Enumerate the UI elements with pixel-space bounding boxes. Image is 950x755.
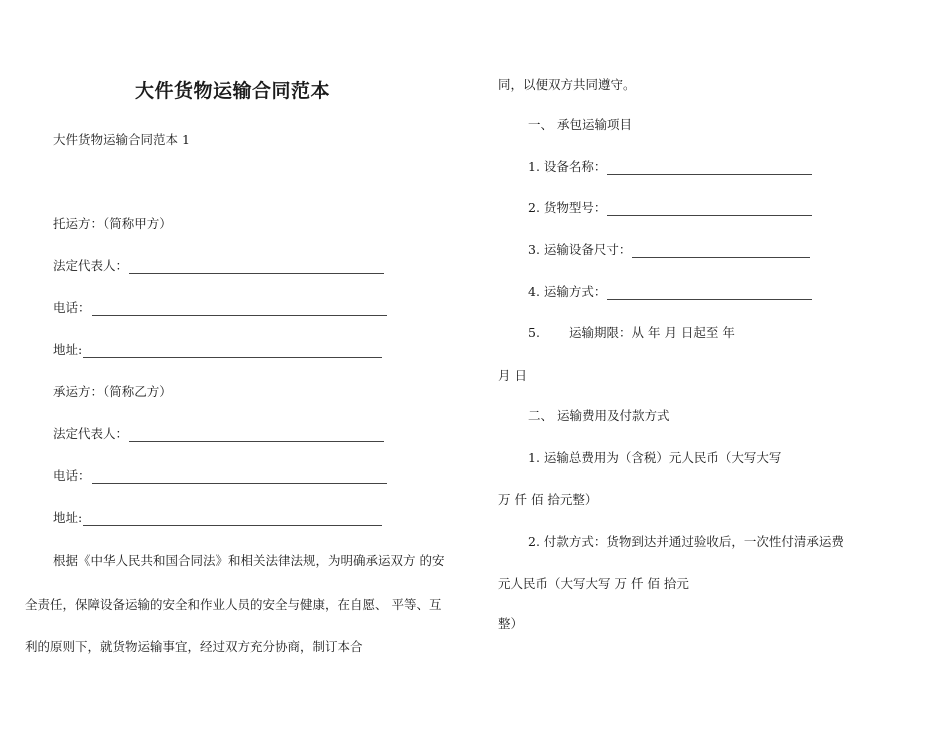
carrier-address-field [53, 510, 382, 526]
transport-method-label: 4. 运输方式： [528, 284, 607, 299]
subtitle: 大件货物运输合同范本 1 [53, 132, 190, 147]
cargo-model-blank [607, 202, 812, 216]
transport-method-field [528, 284, 812, 300]
transport-method-blank [607, 286, 812, 300]
equipment-name-field [528, 159, 812, 175]
preamble-line-4: 同，以便双方共同遵守。 [498, 77, 636, 92]
preamble-line-2: 全责任，保障设备运输的安全和作业人员的安全与健康，在自愿、 平等、互 [25, 597, 442, 612]
carrier-phone-field [53, 468, 387, 484]
carrier-label: 承运方：（简称乙方） [53, 384, 172, 399]
page-title: 大件货物运输合同范本 [135, 80, 331, 102]
carrier-phone-blank [92, 470, 387, 484]
carrier-address-blank [83, 512, 382, 526]
shipper-phone-field [53, 300, 387, 316]
shipper-label: 托运方：（简称甲方） [53, 216, 172, 231]
shipper-address-blank [83, 344, 382, 358]
carrier-phone-label: 电话： [53, 468, 91, 483]
payment-method-continued: 元人民币（大写大写 万 仟 佰 拾元 [498, 576, 689, 591]
period-number: 5. [528, 325, 540, 340]
period-text: 运输期限：从 年 月 日起至 年 [569, 325, 735, 340]
total-cost-line: 1. 运输总费用为（含税）元人民币（大写大写 [528, 450, 782, 465]
carrier-legal-rep-label: 法定代表人： [53, 426, 129, 441]
carrier-address-label: 地址: [53, 510, 83, 525]
period-continued: 月 日 [498, 368, 527, 383]
cargo-model-field [528, 200, 812, 216]
carrier-legal-rep-field [53, 426, 384, 442]
equipment-size-field [528, 242, 810, 258]
equipment-name-label: 1. 设备名称： [528, 159, 607, 174]
shipper-legal-rep-blank [129, 260, 384, 274]
shipper-phone-label: 电话： [53, 300, 91, 315]
section1-heading: 一、 承包运输项目 [528, 117, 632, 132]
payment-method-end: 整） [498, 616, 524, 631]
equipment-size-label: 3. 运输设备尺寸： [528, 242, 632, 257]
payment-method-line: 2. 付款方式：货物到达并通过验收后，一次性付清承运费 [528, 534, 844, 549]
preamble-line-3: 利的原则下，就货物运输事宜，经过双方充分协商，制订本合 [25, 639, 363, 654]
total-cost-continued: 万 仟 佰 拾元整） [498, 492, 598, 507]
carrier-legal-rep-blank [129, 428, 384, 442]
equipment-size-blank [632, 244, 810, 258]
shipper-phone-blank [92, 302, 387, 316]
cargo-model-label: 2. 货物型号： [528, 200, 607, 215]
equipment-name-blank [607, 161, 812, 175]
section2-heading: 二、 运输费用及付款方式 [528, 408, 670, 423]
shipper-legal-rep-label: 法定代表人： [53, 258, 129, 273]
preamble-line-1: 根据《中华人民共和国合同法》和相关法律法规，为明确承运双方 的安 [53, 553, 445, 568]
shipper-address-label: 地址: [53, 342, 83, 357]
shipper-legal-rep-field [53, 258, 384, 274]
shipper-address-field [53, 342, 382, 358]
